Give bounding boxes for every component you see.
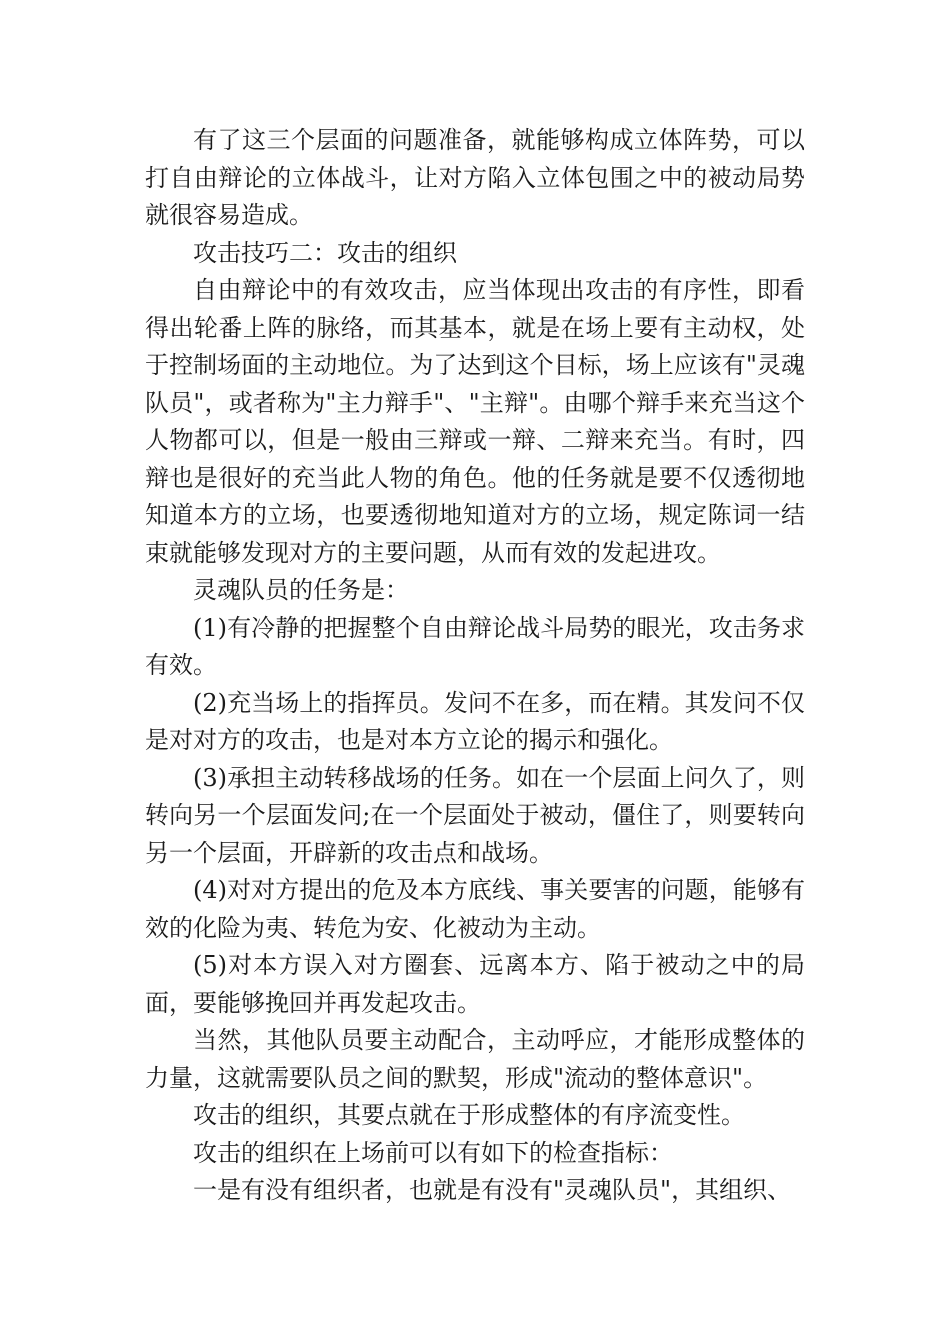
paragraph-team-cooperation: 当然，其他队员要主动配合，主动呼应，才能形成整体的力量，这就需要队员之间的默契，形成"流动的整体意识"。	[145, 1026, 805, 1092]
list-item-task-1: (1)有冷静的把握整个自由辩论战斗局势的眼光，攻击务求有效。	[145, 613, 805, 679]
paragraph-checklist-item-1: 一是有没有组织者，也就是有没有"灵魂队员"，其组织、	[193, 1176, 792, 1204]
list-item-task-3: (3)承担主动转移战场的任务。如在一个层面上问久了，则转向另一个层面发问;在一个层面处于被动，僵住了，则要转向另一个层面，开辟新的攻击点和战场。	[145, 763, 805, 867]
section-heading-attack-organization: 攻击技巧二：攻击的组织	[193, 238, 457, 267]
list-item-task-5: (5)对本方误入对方圈套、远离本方、陷于被动之中的局面，要能够挽回并再发起攻击。	[145, 951, 805, 1017]
paragraph-checklist-intro: 攻击的组织在上场前可以有如下的检查指标：	[193, 1138, 673, 1167]
list-item-task-4: (4)对对方提出的危及本方底线、事关要害的问题，能够有效的化险为夷、转危为安、化被动为主动。	[145, 876, 805, 942]
list-item-task-2: (2)充当场上的指挥员。发问不在多，而在精。其发问不仅是对对方的攻击，也是对本方立论的揭示和强化。	[145, 688, 805, 754]
document-body	[145, 122, 805, 1210]
paragraph-key-point: 攻击的组织，其要点就在于形成整体的有序流变性。	[193, 1101, 745, 1129]
paragraph-effective-attack: 自由辩论中的有效攻击，应当体现出攻击的有序性，即看得出轮番上阵的脉络，而其基本，就是在场上要有主动权，处于控制场面的主动地位。为了达到这个目标，场上应该有"灵魂队员"，或者称为"主力辩手"、"主辩"。由哪个辩手来充当这个人物都可以，但是一般由三辩或一辩、二辩来充当。有时，四辩也是很好的充当此人物的角色。他的任务就是要不仅透彻地知道本方的立场，也要透彻地知道对方的立场，规定陈词一结束就能够发现对方的主要问题，从而有效的发起进攻。	[145, 276, 805, 567]
paragraph-intro-summary: 有了这三个层面的问题准备，就能够构成立体阵势，可以打自由辩论的立体战斗，让对方陷入立体包围之中的被动局势就很容易造成。	[145, 126, 805, 229]
paragraph-soul-member-tasks-heading: 灵魂队员的任务是：	[193, 576, 409, 604]
